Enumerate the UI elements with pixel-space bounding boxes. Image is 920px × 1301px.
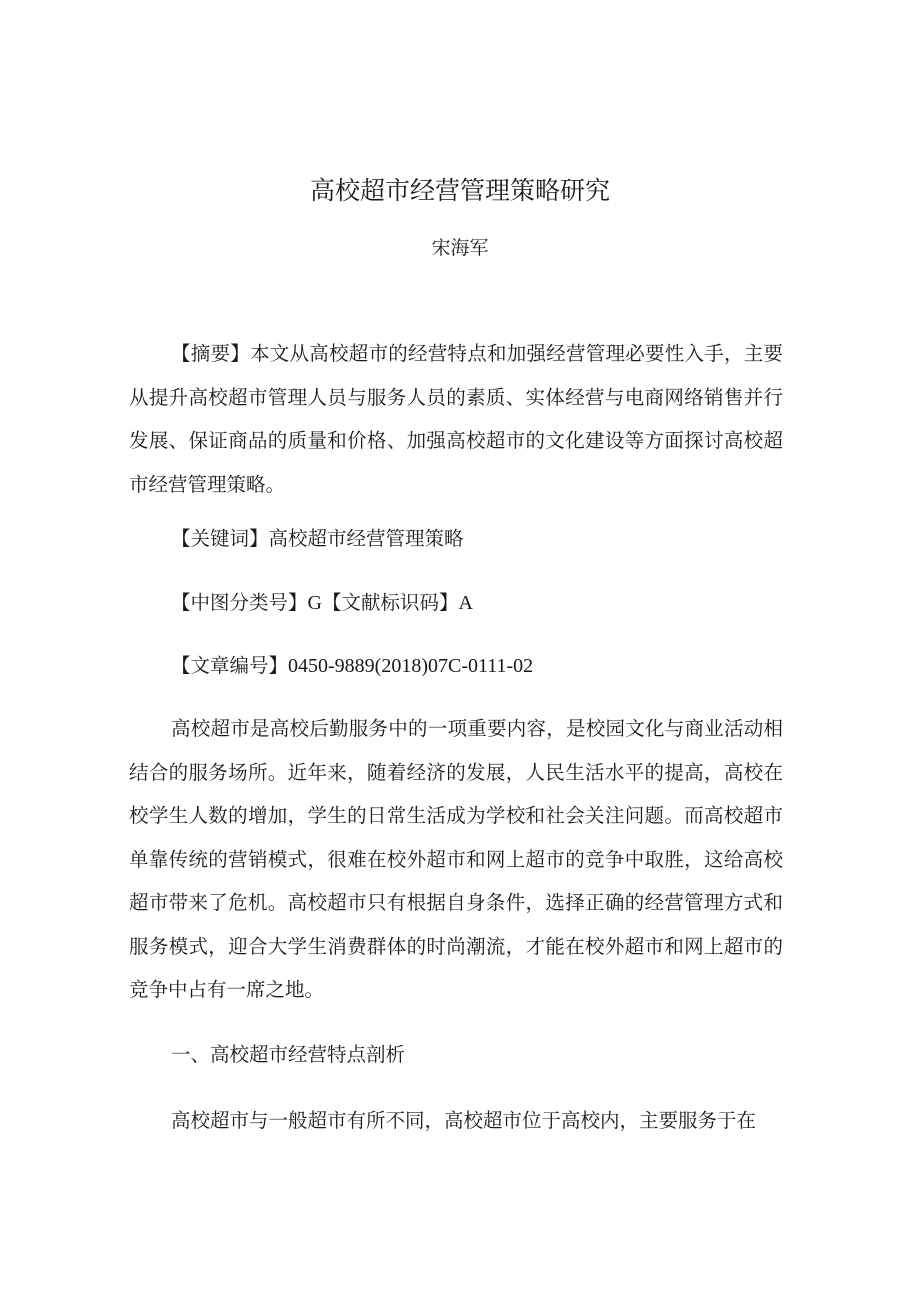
body-paragraph-continued: 高校超市与一般超市有所不同，高校超市位于高校内，主要服务于在	[171, 1109, 757, 1132]
doc-code-label: 【文献标识码】	[321, 591, 459, 614]
keywords-line	[171, 524, 464, 554]
doc-code-value: A	[458, 592, 473, 614]
keywords-value: 高校超市经营管理策略	[268, 527, 464, 550]
article-number-value: 0450-9889(2018)07C-0111-02	[288, 655, 534, 677]
keywords-label: 【关键词】	[171, 527, 269, 550]
section-heading: 一、高校超市经营特点剖析	[171, 1043, 406, 1066]
article-number-label: 【文章编号】	[171, 654, 289, 677]
abstract-paragraph: 【摘要】本文从高校超市的经营特点和加强经营管理必要性入手，主要从提升高校超市管理人员与服务人员的素质、实体经营与电商网络销售并行发展、保证商品的质量和价格、加强高校超市的文化建设等方面探讨高校超市经营管理策略。	[129, 342, 783, 496]
document-title: 高校超市经营管理策略研究	[309, 176, 610, 205]
article-number-line	[171, 651, 533, 681]
classification-line	[171, 588, 473, 618]
classification-value: G	[307, 592, 322, 614]
classification-label: 【中图分类号】	[171, 591, 308, 614]
body-paragraph: 高校超市是高校后勤服务中的一项重要内容，是校园文化与商业活动相结合的服务场所。近年来，随着经济的发展，人民生活水平的提高，高校在校学生人数的增加，学生的日常生活成为学校和社会关注问题。而高校超市单靠传统的营销模式，很难在校外超市和网上超市的竞争中取胜，这给高校超市带来了危机。高校超市只有根据自身条件，选择正确的经营管理方式和服务模式，迎合大学生消费群体的时尚潮流，才能在校外超市和网上超市的竞争中占有一席之地。	[129, 717, 783, 1001]
author-name: 宋海军	[431, 237, 489, 259]
